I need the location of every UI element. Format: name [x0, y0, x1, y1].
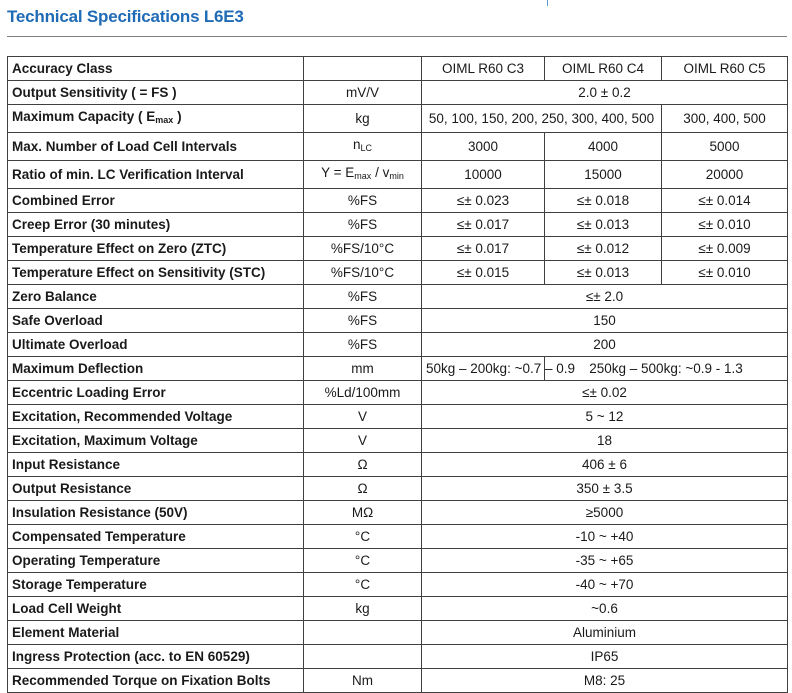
value-cell: 5000: [662, 133, 788, 161]
unit-cell: [304, 645, 422, 669]
value-cell: 3000: [422, 133, 545, 161]
table-row: [8, 105, 788, 133]
parameter-label: Zero Balance: [8, 285, 304, 309]
table-row: [8, 381, 788, 405]
unit-cell: %Ld/100mm: [304, 381, 422, 405]
unit-subscript: LC: [360, 143, 373, 153]
unit-cell: MΩ: [304, 501, 422, 525]
value-cell: 20000: [662, 161, 788, 189]
table-row: [8, 81, 788, 105]
table-row: [8, 597, 788, 621]
value-cell: 4000: [545, 133, 662, 161]
value-cell: 150: [422, 309, 788, 333]
parameter-label-text: ): [173, 109, 182, 124]
value-cell: ≤± 0.012: [545, 237, 662, 261]
value-cell: 300, 400, 500: [662, 105, 788, 133]
specifications-table: [7, 56, 788, 693]
value-cell: ≤± 0.015: [422, 261, 545, 285]
unit-cell: °C: [304, 525, 422, 549]
value-cell: ≤± 0.017: [422, 237, 545, 261]
value-cell: -40 ~ +70: [422, 573, 788, 597]
value-cell: ≤± 0.017: [422, 213, 545, 237]
value-cell: -35 ~ +65: [422, 549, 788, 573]
unit-subscript: min: [389, 171, 404, 181]
parameter-label: Safe Overload: [8, 309, 304, 333]
parameter-label: Output Resistance: [8, 477, 304, 501]
unit-cell: %FS: [304, 285, 422, 309]
table-row: [8, 405, 788, 429]
unit-subscript: max: [354, 171, 372, 181]
value-cell: ≤± 0.014: [662, 189, 788, 213]
parameter-label: Storage Temperature: [8, 573, 304, 597]
parameter-label: Compensated Temperature: [8, 525, 304, 549]
unit-cell: °C: [304, 573, 422, 597]
parameter-label: Maximum Deflection: [8, 357, 304, 381]
table-row: [8, 573, 788, 597]
unit-cell: [304, 57, 422, 81]
table-row: [8, 213, 788, 237]
value-cell: 10000: [422, 161, 545, 189]
table-row: [8, 645, 788, 669]
table-header-row: [8, 57, 788, 81]
value-cell: ~0.6: [422, 597, 788, 621]
unit-cell: V: [304, 429, 422, 453]
unit-cell: %FS/10°C: [304, 237, 422, 261]
unit-cell: mm: [304, 357, 422, 381]
table-row: [8, 621, 788, 645]
value-cell: ≤± 0.010: [662, 213, 788, 237]
value-cell: ≤± 0.018: [545, 189, 662, 213]
value-cell: M8: 25: [422, 669, 788, 693]
table-row: [8, 429, 788, 453]
parameter-label-subscript: max: [155, 115, 174, 125]
parameter-label: Creep Error (30 minutes): [8, 213, 304, 237]
parameter-label: Element Material: [8, 621, 304, 645]
unit-text: / v: [371, 165, 390, 180]
parameter-label: Input Resistance: [8, 453, 304, 477]
unit-cell: °C: [304, 549, 422, 573]
table-row: [8, 525, 788, 549]
unit-cell: Ω: [304, 453, 422, 477]
value-cell: 2.0 ± 0.2: [422, 81, 788, 105]
unit-cell: kg: [304, 105, 422, 133]
parameter-label: Ultimate Overload: [8, 333, 304, 357]
table-row: [8, 285, 788, 309]
class-c5-header: OIML R60 C5: [662, 57, 788, 81]
value-cell: ≤± 0.009: [662, 237, 788, 261]
parameter-label: Temperature Effect on Zero (ZTC): [8, 237, 304, 261]
parameter-label: Ingress Protection (acc. to EN 60529): [8, 645, 304, 669]
decorative-tick: [547, 0, 548, 6]
unit-cell: %FS: [304, 189, 422, 213]
parameter-label: Operating Temperature: [8, 549, 304, 573]
unit-cell: mV/V: [304, 81, 422, 105]
table-row: [8, 261, 788, 285]
parameter-label: Load Cell Weight: [8, 597, 304, 621]
title-divider: [7, 36, 787, 37]
value-cell: 50kg – 200kg: ~0.7 – 0.9: [422, 357, 545, 381]
parameter-label: Ratio of min. LC Verification Interval: [8, 161, 304, 189]
accuracy-class-label: Accuracy Class: [8, 57, 304, 81]
table-row: [8, 453, 788, 477]
parameter-label: [8, 105, 304, 133]
value-cell: 406 ± 6: [422, 453, 788, 477]
value-cell: ≤± 2.0: [422, 285, 788, 309]
value-cell: 250kg – 500kg: ~0.9 - 1.3: [545, 357, 788, 381]
table-row: [8, 477, 788, 501]
value-cell: -10 ~ +40: [422, 525, 788, 549]
parameter-label: Max. Number of Load Cell Intervals: [8, 133, 304, 161]
value-cell: ≤± 0.023: [422, 189, 545, 213]
unit-cell: [304, 133, 422, 161]
value-cell: 350 ± 3.5: [422, 477, 788, 501]
parameter-label: Eccentric Loading Error: [8, 381, 304, 405]
unit-cell: [304, 621, 422, 645]
unit-cell: %FS: [304, 309, 422, 333]
value-cell: Aluminium: [422, 621, 788, 645]
unit-cell: Nm: [304, 669, 422, 693]
parameter-label-text: Maximum Capacity ( E: [12, 109, 156, 124]
table-row: [8, 133, 788, 161]
table-row: [8, 161, 788, 189]
table-row: [8, 549, 788, 573]
value-cell: 200: [422, 333, 788, 357]
value-cell: IP65: [422, 645, 788, 669]
class-c3-header: OIML R60 C3: [422, 57, 545, 81]
unit-cell: [304, 161, 422, 189]
value-cell: ≥5000: [422, 501, 788, 525]
table-row: [8, 237, 788, 261]
unit-cell: %FS/10°C: [304, 261, 422, 285]
table-row: [8, 333, 788, 357]
unit-cell: %FS: [304, 333, 422, 357]
unit-cell: Ω: [304, 477, 422, 501]
value-cell: 5 ~ 12: [422, 405, 788, 429]
value-cell: ≤± 0.010: [662, 261, 788, 285]
parameter-label: Output Sensitivity ( = FS ): [8, 81, 304, 105]
table-row: [8, 501, 788, 525]
parameter-label: Insulation Resistance (50V): [8, 501, 304, 525]
unit-cell: kg: [304, 597, 422, 621]
table-row: [8, 189, 788, 213]
parameter-label: Temperature Effect on Sensitivity (STC): [8, 261, 304, 285]
parameter-label: Excitation, Recommended Voltage: [8, 405, 304, 429]
unit-cell: V: [304, 405, 422, 429]
value-cell: 50, 100, 150, 200, 250, 300, 400, 500: [422, 105, 662, 133]
parameter-label: Combined Error: [8, 189, 304, 213]
table-row: [8, 309, 788, 333]
unit-text: n: [352, 137, 361, 152]
table-row: [8, 357, 788, 381]
value-cell: 18: [422, 429, 788, 453]
parameter-label: Excitation, Maximum Voltage: [8, 429, 304, 453]
class-c4-header: OIML R60 C4: [545, 57, 662, 81]
unit-text: Y = E: [321, 165, 355, 180]
value-cell: ≤± 0.013: [545, 213, 662, 237]
value-cell: ≤± 0.013: [545, 261, 662, 285]
value-cell: ≤± 0.02: [422, 381, 788, 405]
table-row: [8, 669, 788, 693]
unit-cell: %FS: [304, 213, 422, 237]
parameter-label: Recommended Torque on Fixation Bolts: [8, 669, 304, 693]
page-title: Technical Specifications L6E3: [7, 7, 244, 26]
value-cell: 15000: [545, 161, 662, 189]
